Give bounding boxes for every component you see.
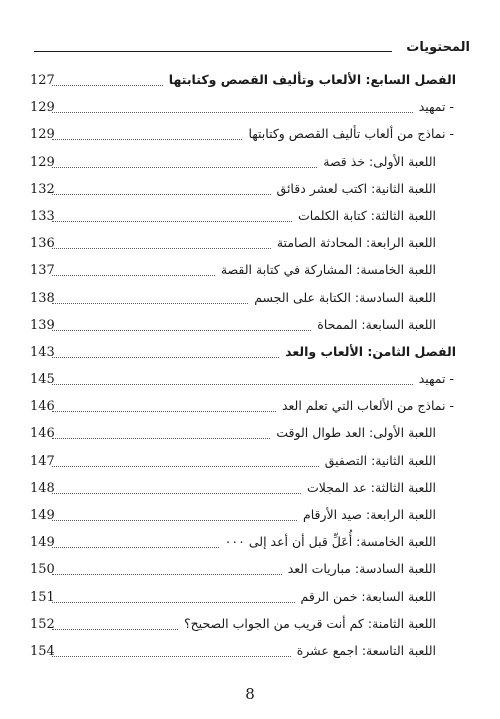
toc-entry [30, 313, 456, 340]
dot-leader [52, 139, 242, 140]
toc-page-number: 145 [30, 372, 55, 388]
toc-entry [30, 258, 456, 285]
toc-entry [30, 150, 456, 177]
running-header [34, 38, 470, 60]
table-of-contents [30, 68, 456, 666]
toc-entry-title: اللعبة السابعة: الممحاة [317, 316, 436, 332]
toc-entry [30, 122, 456, 149]
toc-page-number: 154 [30, 643, 55, 659]
toc-entry [30, 367, 456, 394]
toc-page-number: 149 [30, 535, 55, 551]
toc-page-number: 133 [30, 208, 55, 224]
toc-entry [30, 394, 456, 421]
toc-entry [30, 177, 456, 204]
dot-leader [52, 112, 413, 113]
toc-entry [30, 95, 456, 122]
toc-page-number: 149 [30, 508, 55, 523]
toc-entry-title: اللعبة السادسة: الكتابة على الجسم [254, 289, 436, 305]
header-rule [34, 51, 392, 52]
toc-entry [30, 204, 456, 231]
dot-leader [52, 275, 215, 276]
page-number: 8 [245, 685, 255, 703]
toc-page-number: 146 [30, 399, 55, 415]
dot-leader [52, 167, 317, 168]
toc-entry-title: - نماذج من ألعاب تأليف القصص وكتابتها [248, 126, 454, 142]
dot-leader [52, 493, 301, 494]
dot-leader [52, 303, 248, 304]
toc-page-number: 152 [30, 616, 55, 632]
toc-entry-title: اللعبة الثانية: اكتب لعشر دقائق [276, 180, 436, 196]
dot-leader [52, 384, 413, 385]
toc-page-number: 129 [30, 100, 55, 116]
toc-entry [30, 340, 456, 367]
toc-page-number: 138 [30, 290, 55, 306]
toc-entry-title: اللعبة الثامنة: كم أنت قريب من الجواب الصحيح؟ [183, 615, 436, 631]
toc-entry [30, 557, 456, 584]
toc-entry-title: اللعبة الثانية: التصفيق [324, 452, 436, 468]
toc-entry-title: اللعبة الأولى: خذ قصة [323, 153, 436, 169]
toc-page-number: 150 [30, 562, 55, 578]
dot-leader [52, 357, 279, 358]
toc-entry [30, 585, 456, 612]
toc-entry-title: الفصل السابع: الألعاب وتأليف القصص وكتابتها [168, 72, 456, 87]
toc-entry [30, 68, 456, 95]
dot-leader [52, 330, 311, 331]
dot-leader [52, 221, 292, 222]
toc-page-number: 129 [30, 127, 55, 143]
toc-entry [30, 530, 456, 557]
toc-page-number: 151 [30, 589, 55, 605]
toc-page-number: 137 [30, 263, 55, 279]
toc-page-number: 148 [30, 480, 55, 496]
dot-leader [52, 411, 276, 412]
toc-page-number: 147 [30, 453, 55, 469]
toc-page-number: 143 [30, 344, 55, 360]
toc-entry [30, 231, 456, 258]
dot-leader [52, 656, 291, 657]
toc-entry-title: اللعبة الثالثة: عد المجلات [306, 479, 436, 495]
toc-entry-title: اللعبة التاسعة: اجمع عشرة [296, 642, 436, 658]
toc-page-number: 146 [30, 426, 55, 442]
toc-entry [30, 449, 456, 476]
dot-leader [52, 85, 163, 86]
toc-entry [30, 286, 456, 313]
toc-entry-title: اللعبة الخامسة: المشاركة في كتابة القصة [220, 262, 436, 278]
toc-entry-title: اللعبة السابعة: خمن الرقم [300, 588, 436, 604]
header-title: المحتويات [406, 40, 470, 55]
toc-entry-title: اللعبة الثالثة: كتابة الكلمات [297, 207, 436, 223]
toc-entry-title: - تمهيد [418, 99, 454, 115]
toc-entry-title: اللعبة الخامسة: أُعَلِّ قبل أن أعد إلى ٠٠٠ [224, 534, 436, 550]
dot-leader [52, 520, 297, 521]
toc-entry [30, 639, 456, 666]
toc-entry-title: اللعبة السادسة: مباريات العد [287, 561, 436, 577]
toc-entry [30, 476, 456, 503]
toc-entry [30, 612, 456, 639]
toc-entry-title: اللعبة الرابعة: المحادثة الصامتة [276, 235, 436, 251]
toc-page-number: 127 [30, 73, 55, 88]
toc-page-number: 129 [30, 154, 55, 170]
dot-leader [52, 629, 178, 630]
dot-leader [52, 194, 271, 195]
toc-page-number: 136 [30, 236, 55, 252]
toc-entry-title: - تمهيد [418, 371, 454, 387]
dot-leader [52, 574, 282, 575]
toc-entry-title: - نماذج من الألعاب التي تعلم العد [281, 398, 454, 414]
toc-entry [30, 421, 456, 448]
dot-leader [52, 602, 295, 603]
toc-page-number: 132 [30, 181, 55, 197]
toc-entry-title: اللعبة الأولى: العد طوال الوقت [276, 425, 436, 441]
dot-leader [52, 438, 270, 439]
toc-entry-title: اللعبة الرابعة: صيد الأرقام [302, 507, 436, 522]
dot-leader [52, 248, 271, 249]
dot-leader [52, 547, 219, 548]
toc-entry-title: الفصل الثامن: الألعاب والعد [285, 343, 456, 359]
dot-leader [52, 466, 319, 467]
toc-page-number: 139 [30, 317, 55, 333]
toc-entry [30, 503, 456, 530]
